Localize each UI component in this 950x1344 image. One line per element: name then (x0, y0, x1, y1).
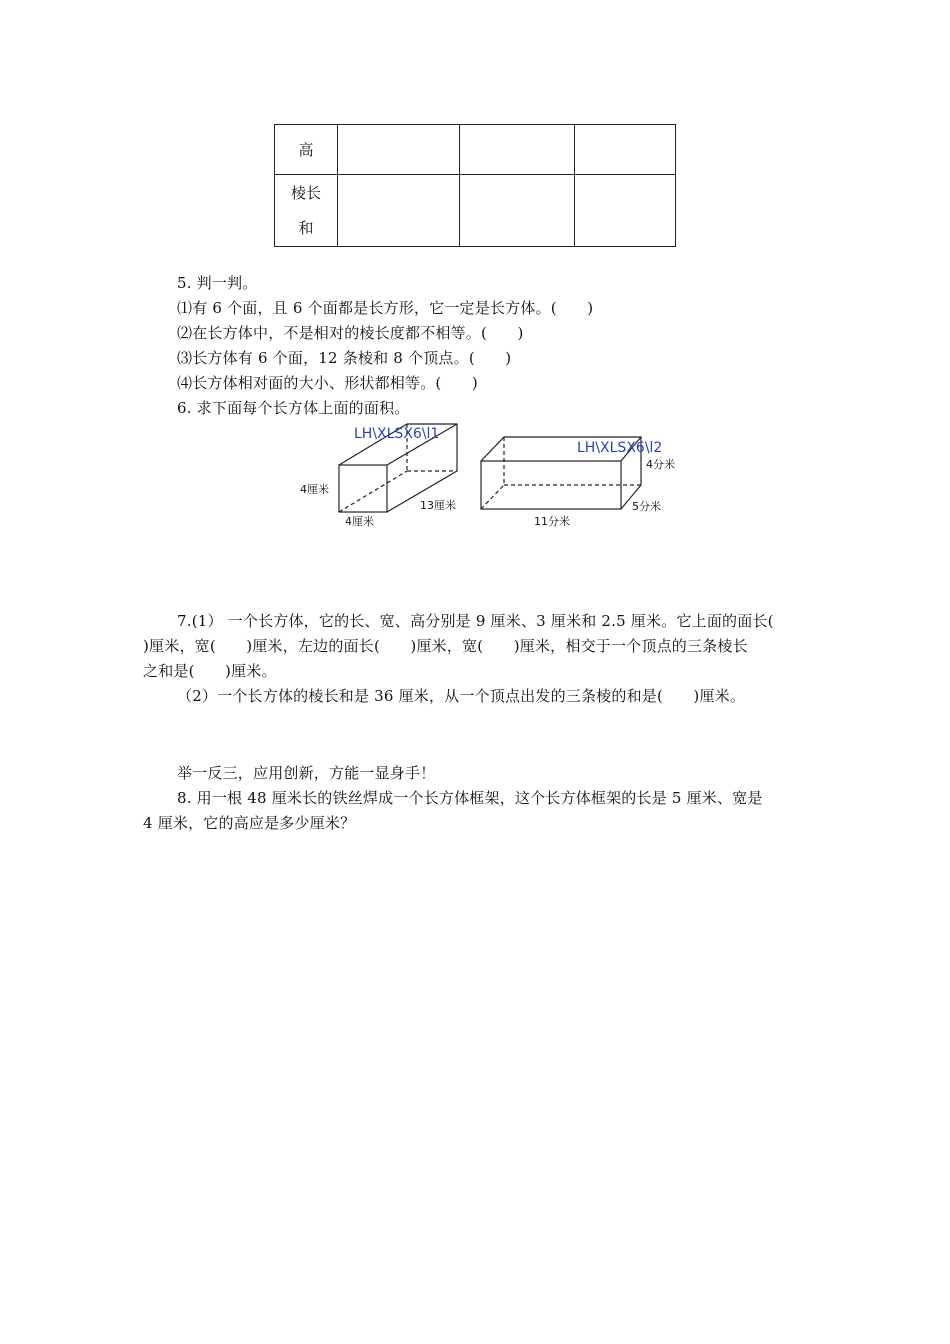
q6-title: 6. 求下面每个长方体上面的面积。 (177, 399, 410, 417)
table-cell (575, 175, 676, 247)
q8-line-1: 8. 用一根 48 厘米长的铁丝焊成一个长方体框架，这个长方体框架的长是 5 厘米、宽是 (177, 789, 763, 807)
cuboid-1-front-face (339, 465, 387, 512)
row-label-height: 高 (275, 125, 338, 175)
row-label-edge-sum (275, 175, 338, 247)
cuboid-2-height-label: 4分米 (646, 458, 675, 471)
cuboid-2-hidden-edge (481, 485, 504, 509)
q7-line-2: )厘米，宽( )厘米，左边的面长( )厘米，宽( )厘米，相交于一个顶点的三条棱长 (143, 637, 748, 655)
label-line: 棱长 (290, 183, 321, 202)
q5-item-2: ⑵在长方体中，不是相对的棱长度都不相等。( ) (177, 324, 524, 342)
cuboid-2-length-label: 11分米 (534, 515, 570, 528)
figure-tag-1: LH\XLSX6\l1 (354, 426, 440, 442)
q7-line-3: 之和是( )厘米。 (143, 662, 277, 680)
q5-title: 5. 判一判。 (177, 274, 258, 292)
q7-line-1: 7.(1） 一个长方体，它的长、宽、高分别是 9 厘米、3 厘米和 2.5 厘米。它上面的面长( (177, 612, 774, 630)
table-row (275, 125, 676, 175)
q8-line-2: 4 厘米，它的高应是多少厘米？ (143, 814, 356, 832)
q5-item-4: ⑷长方体相对面的大小、形状都相等。( ) (177, 374, 478, 392)
figure-tag-2: LH\XLSX6\l2 (577, 440, 663, 456)
cuboid-2-width-label: 5分米 (632, 500, 661, 513)
cuboid-1-length-label: 13厘米 (420, 499, 456, 512)
q7-part-2: （2）一个长方体的棱长和是 36 厘米，从一个顶点出发的三条棱的和是( )厘米。 (177, 687, 746, 705)
cuboid-2-front-face (481, 461, 621, 509)
table-cell (460, 175, 575, 247)
table-row (275, 175, 676, 247)
table-cell (460, 125, 575, 175)
table-cell (338, 125, 460, 175)
cuboid-figures (296, 418, 696, 533)
table-cell (575, 125, 676, 175)
answer-table (274, 124, 676, 247)
cuboid-1-height-label: 4厘米 (300, 483, 329, 496)
label-line: 和 (298, 218, 314, 237)
table-cell (338, 175, 460, 247)
q5-item-3: ⑶长方体有 6 个面，12 条棱和 8 个顶点。( ) (177, 349, 512, 367)
section-title: 举一反三，应用创新，方能一显身手！ (177, 764, 436, 782)
q5-item-1: ⑴有 6 个面，且 6 个面都是长方形，它一定是长方体。( ) (177, 299, 594, 317)
cuboid-1-width-label: 4厘米 (345, 515, 374, 528)
